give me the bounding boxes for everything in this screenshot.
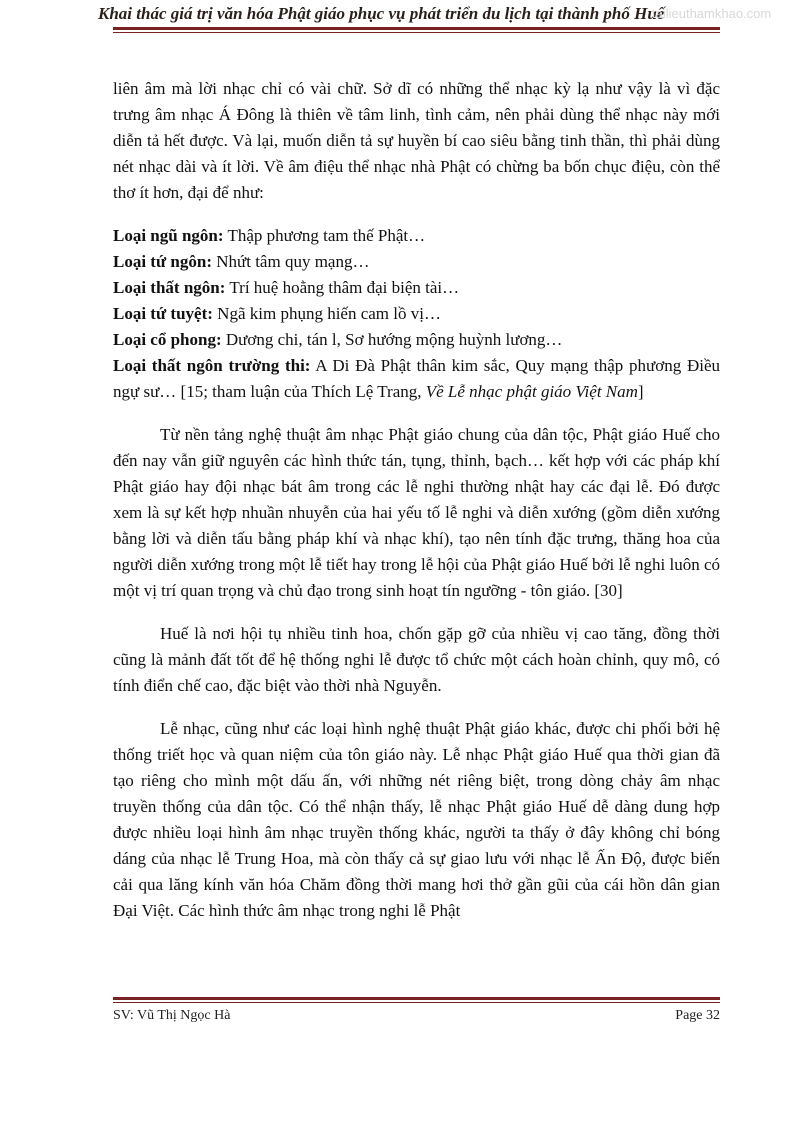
header-rule-thick [113, 27, 720, 30]
verse-term: Loại cổ phong: [113, 330, 222, 349]
verse-term: Loại ngũ ngôn: [113, 226, 224, 245]
verse-term: Loại thất ngôn: [113, 278, 226, 297]
footer-page-number: Page 32 [675, 1008, 720, 1023]
verse-example: A Di Đà Phật thân kim sắc, Quy mạng thập phương Điều ngự sư… [15; tham luận của Thích Lệ Trang, [113, 356, 721, 401]
verse-example: Trí huệ hoằng thâm đại biện tài… [225, 278, 460, 297]
verse-form [113, 223, 720, 249]
verse-form [113, 275, 720, 301]
cited-work-title: Về Lễ nhạc phật giáo Việt Nam [425, 382, 638, 401]
verse-term: Loại tứ ngôn: [113, 252, 212, 271]
verse-example: Dương chi, tán l, Sơ hướng mộng huỳnh lương… [221, 330, 563, 349]
verse-example: Ngã kim phụng hiến cam lồ vị… [212, 304, 441, 323]
citation-close: ] [637, 382, 644, 401]
verse-term: Loại tứ tuyệt: [113, 304, 213, 323]
verse-form [113, 301, 720, 327]
body-paragraph: Huế là nơi hội tụ nhiều tinh hoa, chốn gặp gỡ của nhiều vị cao tăng, đồng thời cũng là mảnh đất tốt để hệ thống nghi lễ được tổ chức một cách hoàn chỉnh, quy mô, có tính điển chế cao, đặc biệt vào thời nhà Nguyễn. [113, 624, 720, 695]
verse-term: Loại thất ngôn trường thi: [113, 356, 311, 375]
body-paragraph: Từ nền tảng nghệ thuật âm nhạc Phật giáo chung của dân tộc, Phật giáo Huế cho đến nay vẫn giữ nguyên các hình thức tán, tụng, thỉnh, bạch… kết hợp với các pháp khí Phật giáo hay đội nhạc bát âm trong các lễ nghi thường nhật hay các đại lễ. Đó được xem là sự kết hợp nhuần nhuyễn của hai yếu tố lễ nghi và diễn xướng (gồm diễn xướng bằng lời và diễn tấu bằng pháp khí và nhạc khí), tạo nên tính đặc trưng, thăng hoa của người diễn xướng trong một lễ tiết hay trong lễ hội của Phật giáo Huế bởi lễ nghi luôn có một vị trí quan trọng và chủ đạo trong sinh hoạt tín ngưỡng - tôn giáo. [30] [113, 425, 720, 600]
verse-example: Nhứt tâm quy mạng… [212, 252, 370, 271]
verse-example: Thập phương tam thế Phật… [223, 226, 426, 245]
footer-rule-thin [113, 1002, 720, 1003]
footer-rule-thick [113, 997, 720, 1000]
header-title: Khai thác giá trị văn hóa Phật giáo phục vụ phát triển du lịch tại thành phố Huế [98, 4, 665, 23]
body-paragraph: Lễ nhạc, cũng như các loại hình nghệ thuật Phật giáo khác, được chi phối bởi hệ thống triết học và quan niệm của tôn giáo này. Lễ nhạc Phật giáo Huế qua thời gian đã tạo riêng cho mình một dấu ấn, với những nét riêng biệt, trong dòng chảy âm nhạc truyền thống của dân tộc. Có thể nhận thấy, lễ nhạc Phật giáo Huế dễ dàng dung hợp được nhiều loại hình âm nhạc truyền thống khác, người ta thấy ở đây không chỉ bóng dáng của nhạc lễ Trung Hoa, mà còn thấy cả sự giao lưu với nhạc lễ Ấn Độ, được biến cải qua lăng kính văn hóa Chăm đồng thời mang hơi thở gần gũi của cái hồn dân gian Đại Việt. Các hình thức âm nhạc trong nghi lễ Phật [113, 719, 720, 920]
watermark: tailieuthamkhao.com [652, 6, 772, 21]
verse-form [113, 353, 720, 405]
verse-forms-list [113, 223, 720, 405]
verse-form [113, 327, 720, 353]
intro-paragraph: liên âm mà lời nhạc chỉ có vài chữ. Sở dĩ có những thể nhạc kỳ lạ như vậy là vì đặc trưng âm nhạc Á Đông là thiên về tâm linh, tình cảm, nên phải dùng thể nhạc này mới diễn tả hết được. Và lại, muốn diễn tả sự huyền bí cao siêu bằng tinh thần, thì phải dùng nét nhạc dài và ít lời. Về âm điệu thể nhạc nhà Phật có chừng ba bốn chục điệu, còn thể thơ ít hơn, đại để như: [113, 79, 720, 202]
footer-author: SV: Vũ Thị Ngọc Hà [113, 1008, 231, 1023]
header-rule-thin [113, 32, 720, 33]
verse-form [113, 249, 720, 275]
page-body [113, 76, 720, 941]
